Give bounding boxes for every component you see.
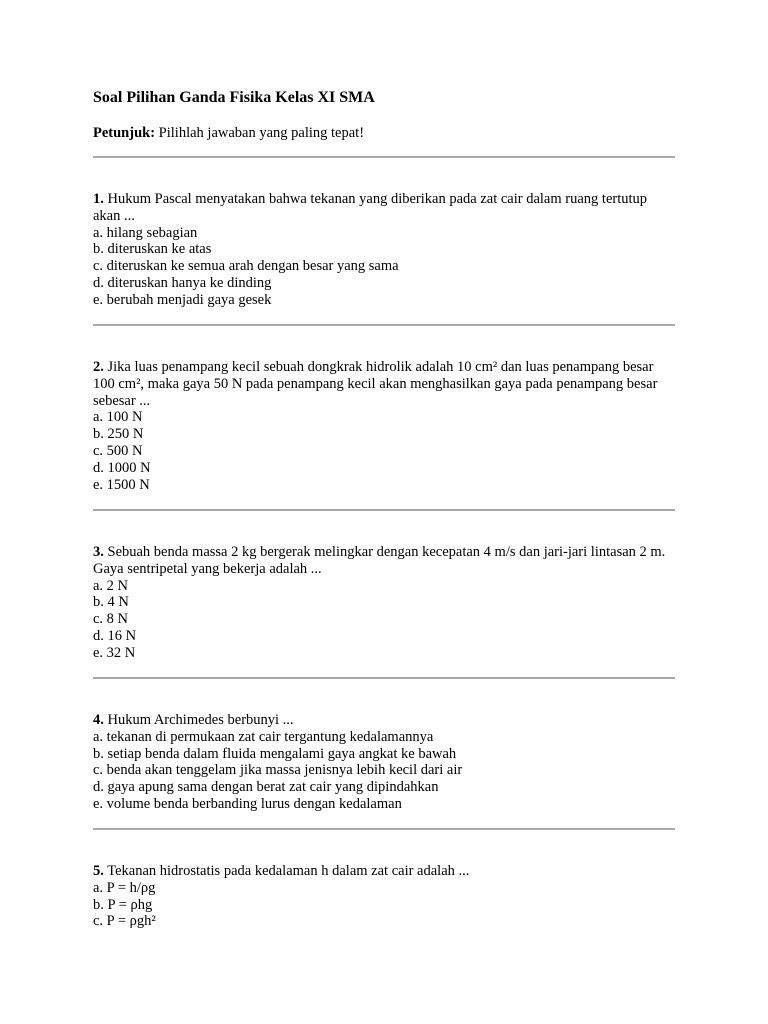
instruction-text: Pilihlah jawaban yang paling tepat! [158, 125, 365, 141]
instruction-line [93, 124, 364, 142]
answer-option: a. tekanan di permukaan zat cair tergantung kedalamannya [93, 728, 434, 745]
question-stem [93, 544, 675, 578]
divider [93, 324, 675, 326]
question-text: Hukum Pascal menyatakan bahwa tekanan yang diberikan pada zat cair dalam ruang tertutup akan ... [93, 191, 648, 224]
question-text: Jika luas penampang kecil sebuah dongkrak hidrolik adalah 10 cm² dan luas penampang besar 100 cm², maka gaya 50 N pada penampang kecil akan menghasilkan gaya pada penampang besar sebesar ... [93, 359, 658, 409]
question-number: 2. [93, 359, 104, 375]
answer-option: b. 250 N [93, 426, 144, 443]
answer-option: c. diteruskan ke semua arah dengan besar yang sama [93, 258, 399, 275]
divider [93, 509, 675, 511]
question-stem [93, 863, 675, 880]
answer-option: c. benda akan tenggelam jika massa jenisnya lebih kecil dari air [93, 762, 463, 779]
answer-option: e. volume benda berbanding lurus dengan kedalaman [93, 795, 402, 812]
question-number: 1. [93, 191, 104, 207]
divider [93, 677, 675, 679]
answer-option: c. 8 N [93, 611, 129, 628]
answer-option: c. 500 N [93, 442, 143, 459]
question-stem [93, 359, 675, 409]
divider [93, 828, 675, 830]
answer-option: a. P = h/ρg [93, 879, 156, 896]
question-2 [93, 359, 675, 493]
question-4 [93, 712, 675, 813]
answer-option: d. 16 N [93, 627, 137, 644]
question-text: Hukum Archimedes berbunyi ... [107, 712, 294, 728]
question-number: 4. [93, 712, 104, 728]
answer-option: e. 32 N [93, 644, 136, 661]
answer-option: e. berubah menjadi gaya gesek [93, 291, 272, 308]
answer-option: d. gaya apung sama dengan berat zat cair yang dipindahkan [93, 779, 439, 796]
answer-option: d. 1000 N [93, 459, 151, 476]
question-text: Tekanan hidrostatis pada kedalaman h dalam zat cair adalah ... [107, 863, 470, 879]
question-number: 5. [93, 863, 104, 879]
question-1 [93, 191, 675, 309]
answer-option: c. P = ρgh² [93, 913, 156, 930]
question-5 [93, 863, 675, 930]
answer-option: a. hilang sebagian [93, 224, 198, 241]
answer-option: d. diteruskan hanya ke dinding [93, 274, 272, 291]
answer-option: b. 4 N [93, 594, 129, 611]
instruction-label: Petunjuk: [93, 125, 156, 141]
document-title: Soal Pilihan Ganda Fisika Kelas XI SMA [93, 89, 375, 106]
answer-option: b. diteruskan ke atas [93, 241, 212, 258]
answer-option: b. P = ρhg [93, 896, 153, 913]
question-stem [93, 712, 675, 729]
answer-option: b. setiap benda dalam fluida mengalami gaya angkat ke bawah [93, 745, 457, 762]
divider [93, 156, 675, 158]
question-3 [93, 544, 675, 662]
answer-option: e. 1500 N [93, 476, 150, 493]
question-number: 3. [93, 544, 104, 560]
question-stem [93, 191, 675, 225]
answer-option: a. 100 N [93, 409, 143, 426]
answer-option: a. 2 N [93, 577, 129, 594]
question-text: Sebuah benda massa 2 kg bergerak melingkar dengan kecepatan 4 m/s dan jari-jari lintasan 2 m. Gaya sentripetal yang bekerja adalah ... [93, 544, 666, 577]
